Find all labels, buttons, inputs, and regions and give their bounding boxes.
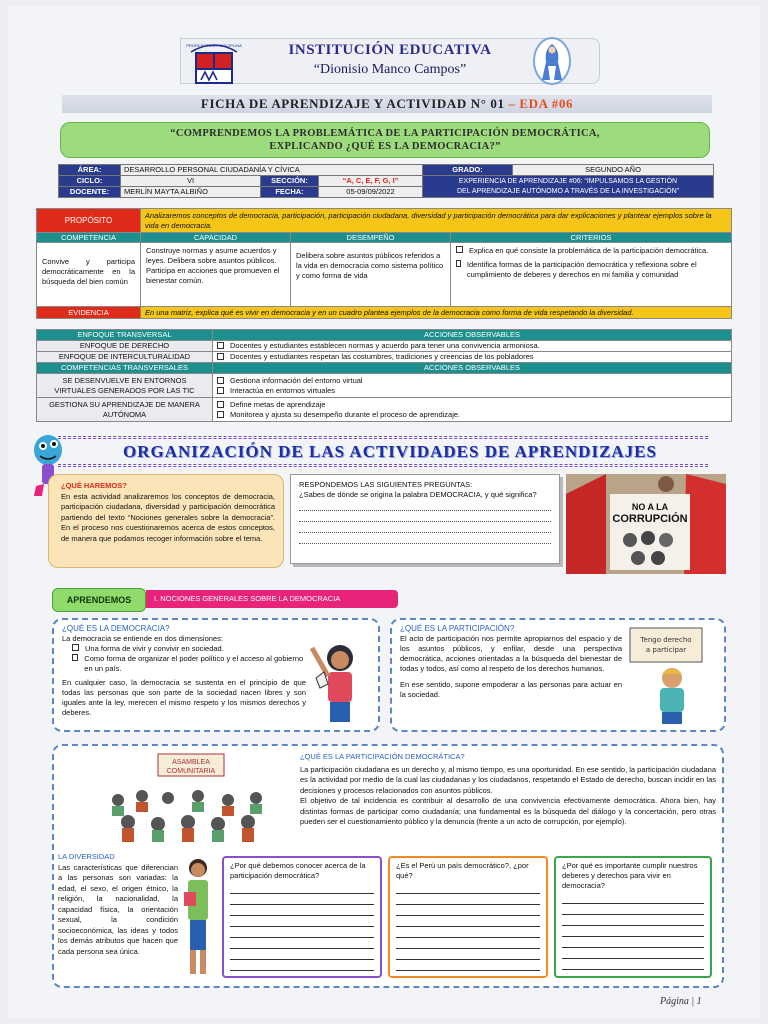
participacion-democratica-card bbox=[52, 744, 724, 988]
capacidad-cell: Construye normas y asume acuerdos y leyes. Delibera sobre asuntos públicos. Participa en acciones que promueven el bienestar común. bbox=[141, 243, 291, 307]
criterios-cell bbox=[451, 243, 732, 307]
answer-line[interactable] bbox=[396, 883, 540, 894]
answer-line[interactable] bbox=[230, 960, 374, 971]
institution-label: INSTITUCIÓN EDUCATIVA bbox=[288, 42, 492, 58]
enfoques-table bbox=[36, 329, 732, 422]
accion-derecho: Docentes y estudiantes establecen normas y acuerdo para tener una convivencia armoniosa. bbox=[230, 341, 540, 350]
acciones-tic bbox=[213, 374, 732, 398]
diversidad-title: LA DIVERSIDAD bbox=[58, 852, 115, 861]
participacion-title: ¿QUÉ ES LA PARTICIPACIÓN? bbox=[400, 624, 515, 633]
seccion-label: SECCIÓN: bbox=[261, 176, 319, 187]
answer-line[interactable] bbox=[562, 959, 704, 970]
answer-line[interactable] bbox=[562, 904, 704, 915]
answer-line[interactable] bbox=[396, 938, 540, 949]
answer-line[interactable] bbox=[396, 960, 540, 971]
answer-line[interactable] bbox=[230, 949, 374, 960]
asamblea-text-2: COMUNITARIA bbox=[166, 768, 216, 775]
question-1: ¿Por qué debemos conocer acerca de la participación democrática? bbox=[230, 861, 366, 880]
experiencia-line-1: EXPERIENCIA DE APRENDIZAJE #06: “IMPULSAMOS LA GESTIÓN bbox=[458, 177, 678, 185]
democracia-bullet-1: Una forma de vivir y convivir en sociedad. bbox=[85, 644, 224, 653]
accion-tic-2: Interactúa en entornos virtuales bbox=[230, 385, 336, 395]
democracia-bullet-2: Como forma de organizar el poder político y el acceso al gobierno en un país. bbox=[84, 654, 304, 673]
page-number: Página | 1 bbox=[660, 996, 702, 1007]
checkbox-icon bbox=[217, 401, 224, 408]
democracia-paragraph: En cualquier caso, la democracia se sustenta en el principio de que todas las personas que son parte de la sociedad nacen libres y son iguales ante la ley, merecen el mismo respeto y los mismos derechos y deberes. bbox=[62, 678, 306, 717]
enfoque-derecho: ENFOQUE DE DERECHO bbox=[37, 341, 213, 352]
question-box-1 bbox=[222, 856, 382, 978]
ciclo-value: VI bbox=[121, 176, 261, 187]
topic-line-2: EXPLICANDO ¿QUÉ ES LA DEMOCRACIA?” bbox=[269, 141, 501, 152]
checkbox-icon bbox=[217, 377, 224, 384]
ficha-title bbox=[62, 95, 712, 113]
bullet-item bbox=[62, 654, 306, 674]
answer-line[interactable] bbox=[230, 938, 374, 949]
ficha-title-eda: – EDA #06 bbox=[504, 96, 574, 111]
answer-line[interactable] bbox=[562, 948, 704, 959]
fecha-label: FECHA: bbox=[261, 187, 319, 198]
answer-line[interactable] bbox=[230, 883, 374, 894]
proposito-text: Analizaremos conceptos de democracia, participación, participación ciudadana, diversidad y participación democrática para dar explicaciones y plantear ejemplos sobre la vida en democracia. bbox=[141, 209, 732, 233]
desempeno-cell: Delibera sobre asuntos públicos referidos a la vida en democracia como sistema político y como forma de vida bbox=[291, 243, 451, 307]
proposito-table bbox=[36, 208, 732, 319]
header-capacidad: CAPACIDAD bbox=[141, 233, 291, 243]
grado-label: GRADO: bbox=[423, 165, 513, 176]
competencia-tic: SE DESENVUELVE EN ENTORNOS VIRTUALES GENERADOS POR LAS TIC bbox=[37, 374, 213, 398]
corruption-protest-photo bbox=[566, 474, 726, 574]
question-2: ¿Es el Perú un país democrático?, ¿por qué? bbox=[396, 861, 529, 880]
sign-text-2: CORRUPCIÓN bbox=[612, 513, 688, 525]
answer-line[interactable] bbox=[562, 915, 704, 926]
area-value: DESARROLLO PERSONAL CIUDADANÍA Y CÍVICA bbox=[121, 165, 423, 176]
criterio-1: Explica en qué consiste la problemática de la participación democrática. bbox=[469, 246, 709, 255]
question-box-2 bbox=[388, 856, 548, 978]
checkbox-icon bbox=[217, 342, 224, 349]
checkbox-icon bbox=[72, 654, 78, 661]
answer-line[interactable] bbox=[396, 894, 540, 905]
evidencia-label: EVIDENCIA bbox=[37, 307, 141, 319]
accion-row bbox=[217, 386, 727, 396]
answer-line[interactable] bbox=[299, 512, 551, 522]
experiencia-label bbox=[423, 176, 714, 198]
answer-line[interactable] bbox=[562, 926, 704, 937]
evidencia-text: En una matriz, explica qué es vivir en democracia y en un cuadro plantea ejemplos de la democracia como forma de vida respetando la diversidad. bbox=[141, 307, 732, 319]
accion-row bbox=[217, 376, 727, 386]
aprendemos-label: APRENDEMOS bbox=[52, 588, 146, 612]
answer-line[interactable] bbox=[396, 905, 540, 916]
acciones-header: ACCIONES OBSERVABLES bbox=[213, 330, 732, 341]
question-box-3 bbox=[554, 856, 712, 978]
girl-megaphone-icon bbox=[306, 624, 370, 728]
answer-line[interactable] bbox=[396, 927, 540, 938]
boy-sign-icon bbox=[624, 624, 720, 728]
accion-interculturalidad: Docentes y estudiantes respetan las costumbres, tradiciones y creencias de los pobladores bbox=[230, 352, 534, 361]
virgin-image bbox=[530, 36, 574, 86]
ficha-title-main: FICHA DE APRENDIZAJE Y ACTIVIDAD N° 01 bbox=[200, 96, 505, 111]
criterio-item bbox=[456, 260, 726, 280]
seccion-value: “A, C, E, F, G, I” bbox=[319, 176, 423, 187]
accion-row bbox=[217, 400, 727, 410]
preguntas-box bbox=[290, 474, 560, 564]
checkbox-icon bbox=[456, 260, 461, 267]
participacion-content bbox=[400, 634, 622, 700]
criterio-item bbox=[456, 246, 726, 256]
area-label: ÁREA: bbox=[59, 165, 121, 176]
answer-line[interactable] bbox=[230, 916, 374, 927]
checkbox-icon bbox=[217, 411, 224, 418]
accion-row bbox=[217, 410, 727, 420]
pd-p1: La participación ciudadana es un derecho y, al mismo tiempo, es una oportunidad. En ese sentido, la participación ciudadana es la actividad por medio de la cual las ciudadanas y los ciudadanos, respetando el Estado de derecho, buscan incidir en las decisiones y procesos relacionados con asuntos públicos. bbox=[300, 764, 716, 795]
seal-text: PROFA ESTUDIO DISCIPLINA bbox=[186, 43, 242, 48]
haremos-text: En esta actividad analizaremos los conceptos de democracia, participación ciudadana, diversidad y participación democrática partiendo del texto “Nociones generales sobre la democracia”. En el proceso nos cuestionaremos acerca de estos conceptos, de manera que podamos recoger información sobre el tema. bbox=[61, 491, 275, 543]
topic-line-1: “COMPRENDEMOS LA PROBLEMÁTICA DE LA PARTICIPACIÓN DEMOCRÁTICA, bbox=[170, 128, 600, 139]
democracia-card bbox=[52, 618, 380, 732]
ciclo-label: CICLO: bbox=[59, 176, 121, 187]
answer-line[interactable] bbox=[299, 534, 551, 544]
fecha-value: 05-09/09/2022 bbox=[319, 187, 423, 198]
competencia-cell: Convive y participa democráticamente en la búsqueda del bien común bbox=[37, 243, 141, 307]
checkbox-icon bbox=[456, 246, 463, 253]
participacion-p2: En ese sentido, supone empoderar a las personas para actuar en la sociedad. bbox=[400, 680, 622, 699]
enfoque-header: ENFOQUE TRANSVERSAL bbox=[37, 330, 213, 341]
accion-autonoma-2: Monitorea y ajusta su desempeño durante el proceso de aprendizaje. bbox=[230, 409, 461, 419]
sign-text-1: NO A LA bbox=[631, 502, 669, 512]
topic-box bbox=[60, 122, 710, 158]
criterio-2: Identifica formas de la participación democrática y reflexiona sobre el cumplimiento de deberes y derechos en mi familia y comunidad bbox=[466, 260, 697, 279]
question-3: ¿Por qué es importante cumplir nuestros deberes y derechos para vivir en democracia? bbox=[562, 861, 698, 890]
accion-autonoma-1: Define metas de aprendizaje bbox=[230, 399, 326, 409]
participacion-p1: El acto de participación nos permite apropiarnos del espacio y de los asuntos públicos, y enfilar, desde una perspectiva democrática, acciones orientadas a la búsqueda del bienestar de todas y todos, así como al respeto de los derechos humanos. bbox=[400, 634, 622, 673]
answer-line[interactable] bbox=[562, 893, 704, 904]
sign-text: a participar bbox=[645, 646, 687, 654]
answer-line[interactable] bbox=[230, 927, 374, 938]
answer-line[interactable] bbox=[230, 894, 374, 905]
preguntas-title: RESPONDEMOS LAS SIGUIENTES PREGUNTAS: bbox=[299, 480, 473, 489]
checkbox-icon bbox=[217, 387, 224, 394]
header-desempeno: DESEMPEÑO bbox=[291, 233, 451, 243]
proposito-label: PROPÓSITO bbox=[37, 209, 141, 233]
enfoque-interculturalidad: ENFOQUE DE INTERCULTURALIDAD bbox=[37, 352, 213, 363]
answer-line[interactable] bbox=[230, 905, 374, 916]
bullet-item bbox=[62, 644, 306, 654]
haremos-title: ¿QUÉ HAREMOS? bbox=[61, 481, 127, 490]
pregunta-1: ¿Sabes de dónde se origina la palabra DEMOCRACIA, y qué significa? bbox=[299, 490, 537, 499]
diversidad-content bbox=[58, 852, 178, 957]
experiencia-line-2: DEL APRENDIZAJE AUTÓNOMO A TRAVÉS DE LA INVESTIGACIÓN” bbox=[457, 187, 679, 195]
democracia-intro: La democracia se entiende en dos dimensiones: bbox=[62, 634, 223, 643]
header-criterios: CRITERIOS bbox=[451, 233, 732, 243]
participacion-card bbox=[390, 618, 726, 732]
democracia-title: ¿QUÉ ES LA DEMOCRACIA? bbox=[62, 624, 170, 633]
school-logo bbox=[183, 38, 245, 88]
answer-line[interactable] bbox=[299, 523, 551, 533]
asamblea-text-1: ASAMBLEA bbox=[172, 759, 210, 766]
accion-row bbox=[213, 352, 732, 363]
organizacion-title: ORGANIZACIÓN DE LAS ACTIVIDADES DE APRENDIZAJES bbox=[123, 442, 657, 461]
pd-content bbox=[300, 752, 716, 828]
girl-books-icon bbox=[178, 856, 218, 980]
docente-value: MERLÍN MAYTA ALBIÑO bbox=[121, 187, 261, 198]
header-competencia: COMPETENCIA bbox=[37, 233, 141, 243]
diversidad-text: Las características que diferencian a las personas son variadas: la edad, el sexo, el origen étnico, la religión, la nacionalidad, la capacidad física, la orientación sexual, la condición socioeconómica, las ideas y todos los demás atributos que hacen que cada persona sea única. bbox=[58, 862, 178, 956]
checkbox-icon bbox=[217, 353, 224, 360]
docente-label: DOCENTE: bbox=[59, 187, 121, 198]
que-haremos-box bbox=[48, 474, 284, 568]
answer-line[interactable] bbox=[396, 916, 540, 927]
divider bbox=[58, 464, 708, 467]
competencias-header: COMPETENCIAS TRANSVERSALES bbox=[37, 363, 213, 374]
checkbox-icon bbox=[72, 644, 79, 651]
grado-value: SEGUNDO AÑO bbox=[513, 165, 714, 176]
section-title: I. NOCIONES GENERALES SOBRE LA DEMOCRACIA bbox=[146, 590, 398, 608]
answer-line[interactable] bbox=[299, 501, 551, 511]
acciones-autonoma bbox=[213, 398, 732, 422]
asamblea-illustration bbox=[88, 750, 288, 844]
acciones-header-2: ACCIONES OBSERVABLES bbox=[213, 363, 732, 374]
competencia-autonoma: GESTIONA SU APRENDIZAJE DE MANERA AUTÓNOMA bbox=[37, 398, 213, 422]
info-table bbox=[58, 164, 714, 198]
pd-p2: El objetivo de tal incidencia es contribuir al desarrollo de una convivencia efectivamente democrática. Ahora bien, hay distintas formas de participar como ciudadanía; una fundamental es la búsqueda del diálogo y la concertación, pero otras pueden ser el cuestionamiento público y la denuncia (frente a un acto de corrupción, por ejemplo). bbox=[300, 796, 716, 826]
institution-name: “Dionisio Manco Campos” bbox=[313, 62, 467, 77]
democracia-content bbox=[62, 634, 306, 718]
accion-row bbox=[213, 341, 732, 352]
divider bbox=[58, 436, 708, 439]
answer-line[interactable] bbox=[562, 937, 704, 948]
pd-title: ¿QUÉ ES LA PARTICIPACIÓN DEMOCRÁTICA? bbox=[300, 752, 465, 761]
accion-tic-1: Gestiona información del entorno virtual bbox=[230, 375, 363, 385]
sign-text: Tengo derecho bbox=[640, 636, 692, 644]
answer-line[interactable] bbox=[396, 949, 540, 960]
